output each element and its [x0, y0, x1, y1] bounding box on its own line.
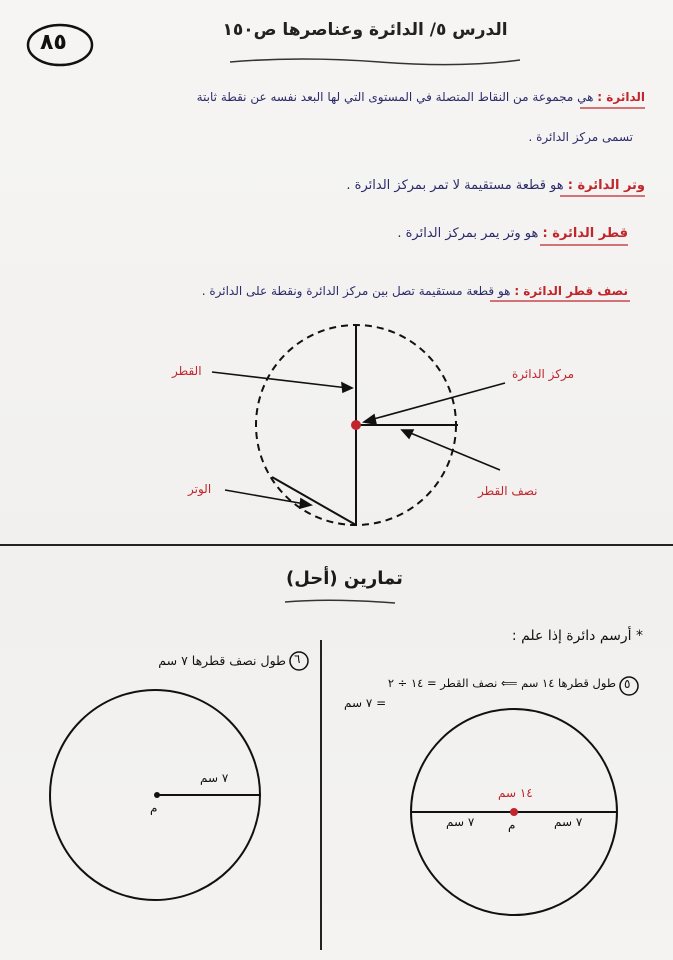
ex6-center-point	[154, 792, 160, 798]
radius-definition	[202, 284, 628, 298]
ex6-text: طول نصف قطرها ٧ سم	[158, 653, 286, 668]
ex5-diameter-label: ١٤ سم	[498, 786, 533, 800]
label-radius: نصف القطر	[478, 484, 538, 498]
arrow-chord-head	[300, 499, 311, 508]
draw-instruction: * أرسم دائرة إذا علم :	[511, 628, 643, 644]
arrow-center	[370, 383, 505, 420]
chord-term: وتر الدائرة :	[567, 178, 645, 193]
page-number: ٨٥	[40, 30, 67, 55]
arrow-radius	[408, 432, 500, 470]
arrow-center-head	[364, 415, 376, 424]
circle-term: الدائرة :	[597, 90, 645, 104]
circle-text-2: تسمى مركز الدائرة .	[528, 130, 633, 144]
ex5-number: ٥	[624, 677, 631, 691]
chord-definition	[346, 178, 645, 193]
title-underline	[230, 59, 520, 65]
arrow-radius-head	[402, 430, 413, 438]
arrow-diameter-head	[342, 383, 352, 392]
exercises-underline	[285, 600, 395, 603]
ex6-radius-label: ٧ سم	[200, 771, 229, 785]
ex5-center-label: م	[508, 818, 516, 832]
ex5-result: = ٧ سم	[344, 696, 387, 710]
chord-text: هو قطعة مستقيمة لا تمر بمركز الدائرة .	[346, 178, 564, 193]
ex6-number: ٦	[294, 652, 301, 666]
label-diameter: القطر	[172, 364, 202, 378]
ex5-left-radius-label: ٧ سم	[446, 815, 475, 829]
label-center: مركز الدائرة	[512, 367, 575, 381]
ex5-right-radius-label: ٧ سم	[554, 815, 583, 829]
label-chord: الوتر	[188, 482, 212, 496]
arrow-chord	[225, 490, 305, 504]
lesson-title: الدرس ٥/ الدائرة وعناصرها ص١٥٠	[222, 20, 508, 40]
ex5-text: طول قطرها ١٤ سم ⟸ نصف القطر = ١٤ ÷ ٢	[387, 676, 616, 690]
radius-term: نصف قطر الدائرة :	[514, 284, 628, 298]
column-divider	[320, 640, 322, 950]
diameter-term: قطر الدائرة :	[542, 226, 628, 241]
radius-text: هو قطعة مستقيمة تصل بين مركز الدائرة ونقطة على الدائرة .	[201, 284, 511, 298]
diameter-definition	[397, 226, 628, 241]
section-divider	[0, 544, 673, 546]
ex5-center-point	[510, 808, 518, 816]
diameter-text: هو وتر يمر بمركز الدائرة .	[397, 226, 539, 241]
center-point	[351, 420, 361, 430]
ex6-center-label: م	[150, 801, 158, 815]
arrow-diameter	[212, 372, 348, 388]
circle-text-1: هي مجموعة من النقاط المتصلة في المستوى التي لها البعد نفسه عن نقطة ثابتة	[196, 90, 594, 104]
circle-definition-line1	[197, 90, 645, 104]
exercises-heading: تمارين (أحل)	[286, 568, 403, 589]
